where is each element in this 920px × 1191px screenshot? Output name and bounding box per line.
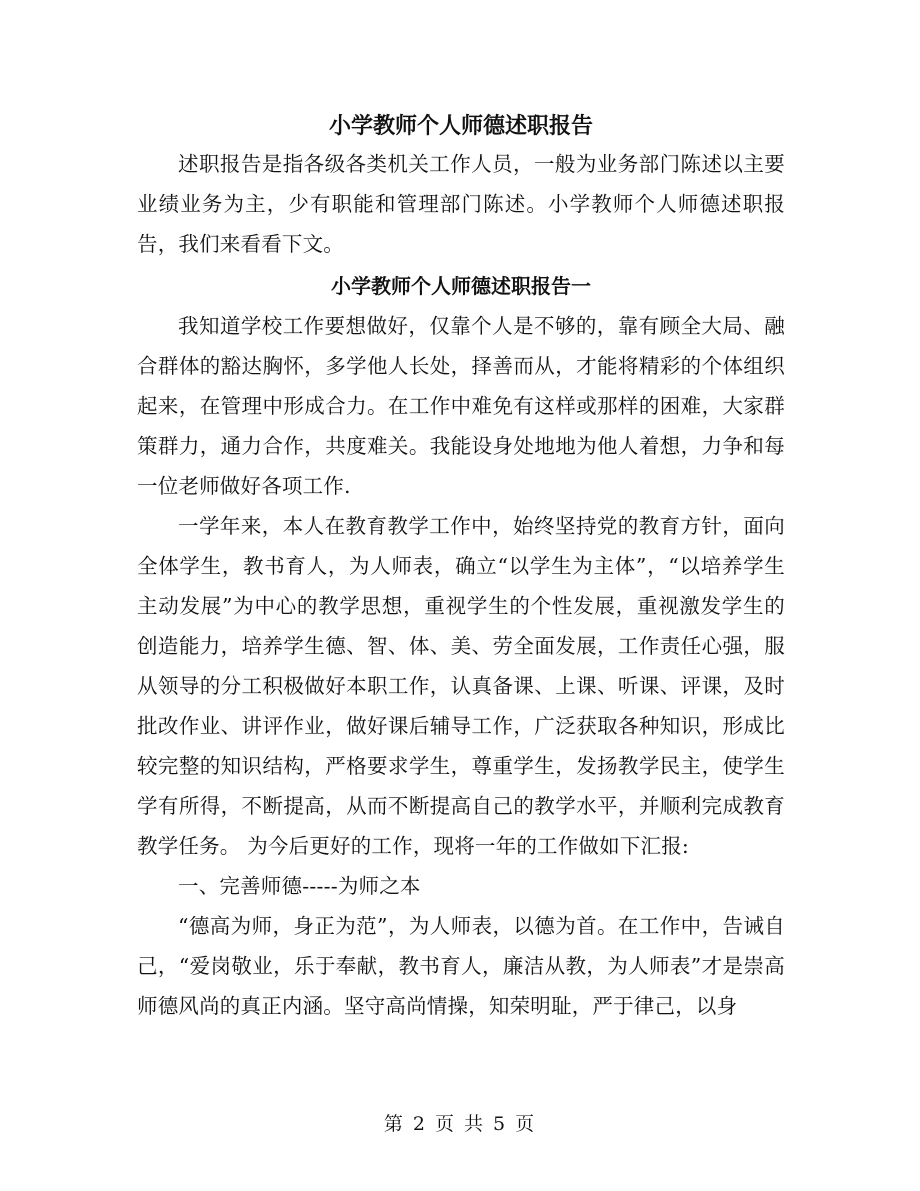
body-paragraph-3: “德高为师，身正为范”，为人师表，以德为首。在工作中，告诫自己，“爱岗敬业，乐于奉献，教书育人，廉洁从教，为人师表”才是崇高师德风尚的真正内涵。坚守高尚情操，知荣明耻，严于律己，以身: [137, 914, 785, 1018]
body-paragraph-1: 我知道学校工作要想做好，仅靠个人是不够的，靠有顾全大局、融合群体的豁达胸怀，多学他人长处，择善而从，才能将精彩的个体组织起来，在管理中形成合力。在工作中难免有这样或那样的困难，大家群策群力，通力合作，共度难关。我能设身处地地为他人着想，力争和每一位老师做好各项工作.: [137, 314, 785, 498]
section-heading: 小学教师个人师德述职报告一: [331, 274, 591, 298]
intro-paragraph: 述职报告是指各级各类机关工作人员，一般为业务部门陈述以主要业绩业务为主，少有职能和管理部门陈述。小学教师个人师德述职报告，我们来看看下文。: [137, 152, 785, 256]
page-footer: 第 2 页 共 5 页: [383, 1113, 537, 1135]
document-title: 小学教师个人师德述职报告: [328, 113, 593, 139]
body-paragraph-2: 一学年来，本人在教育教学工作中，始终坚持党的教育方针，面向全体学生，教书育人，为人师表，确立“以学生为主体”，“以培养学生主动发展”为中心的教学思想，重视学生的个性发展，重视激发学生的创造能力，培养学生德、智、体、美、劳全面发展，工作责任心强，服从领导的分工积极做好本职工作，认真备课、上课、听课、评课，及时批改作业、讲评作业，做好课后辅导工作，广泛获取各种知识，形成比较完整的知识结构，严格要求学生，尊重学生，发扬教学民主，使学生学有所得，不断提高，从而不断提高自己的教学水平，并顺利完成教育教学任务。 为今后更好的工作，现将一年的工作做如下汇报:: [137, 514, 785, 858]
document-body: [137, 108, 785, 1026]
section-item-heading: 一、完善师德-----为师之本: [178, 874, 421, 898]
